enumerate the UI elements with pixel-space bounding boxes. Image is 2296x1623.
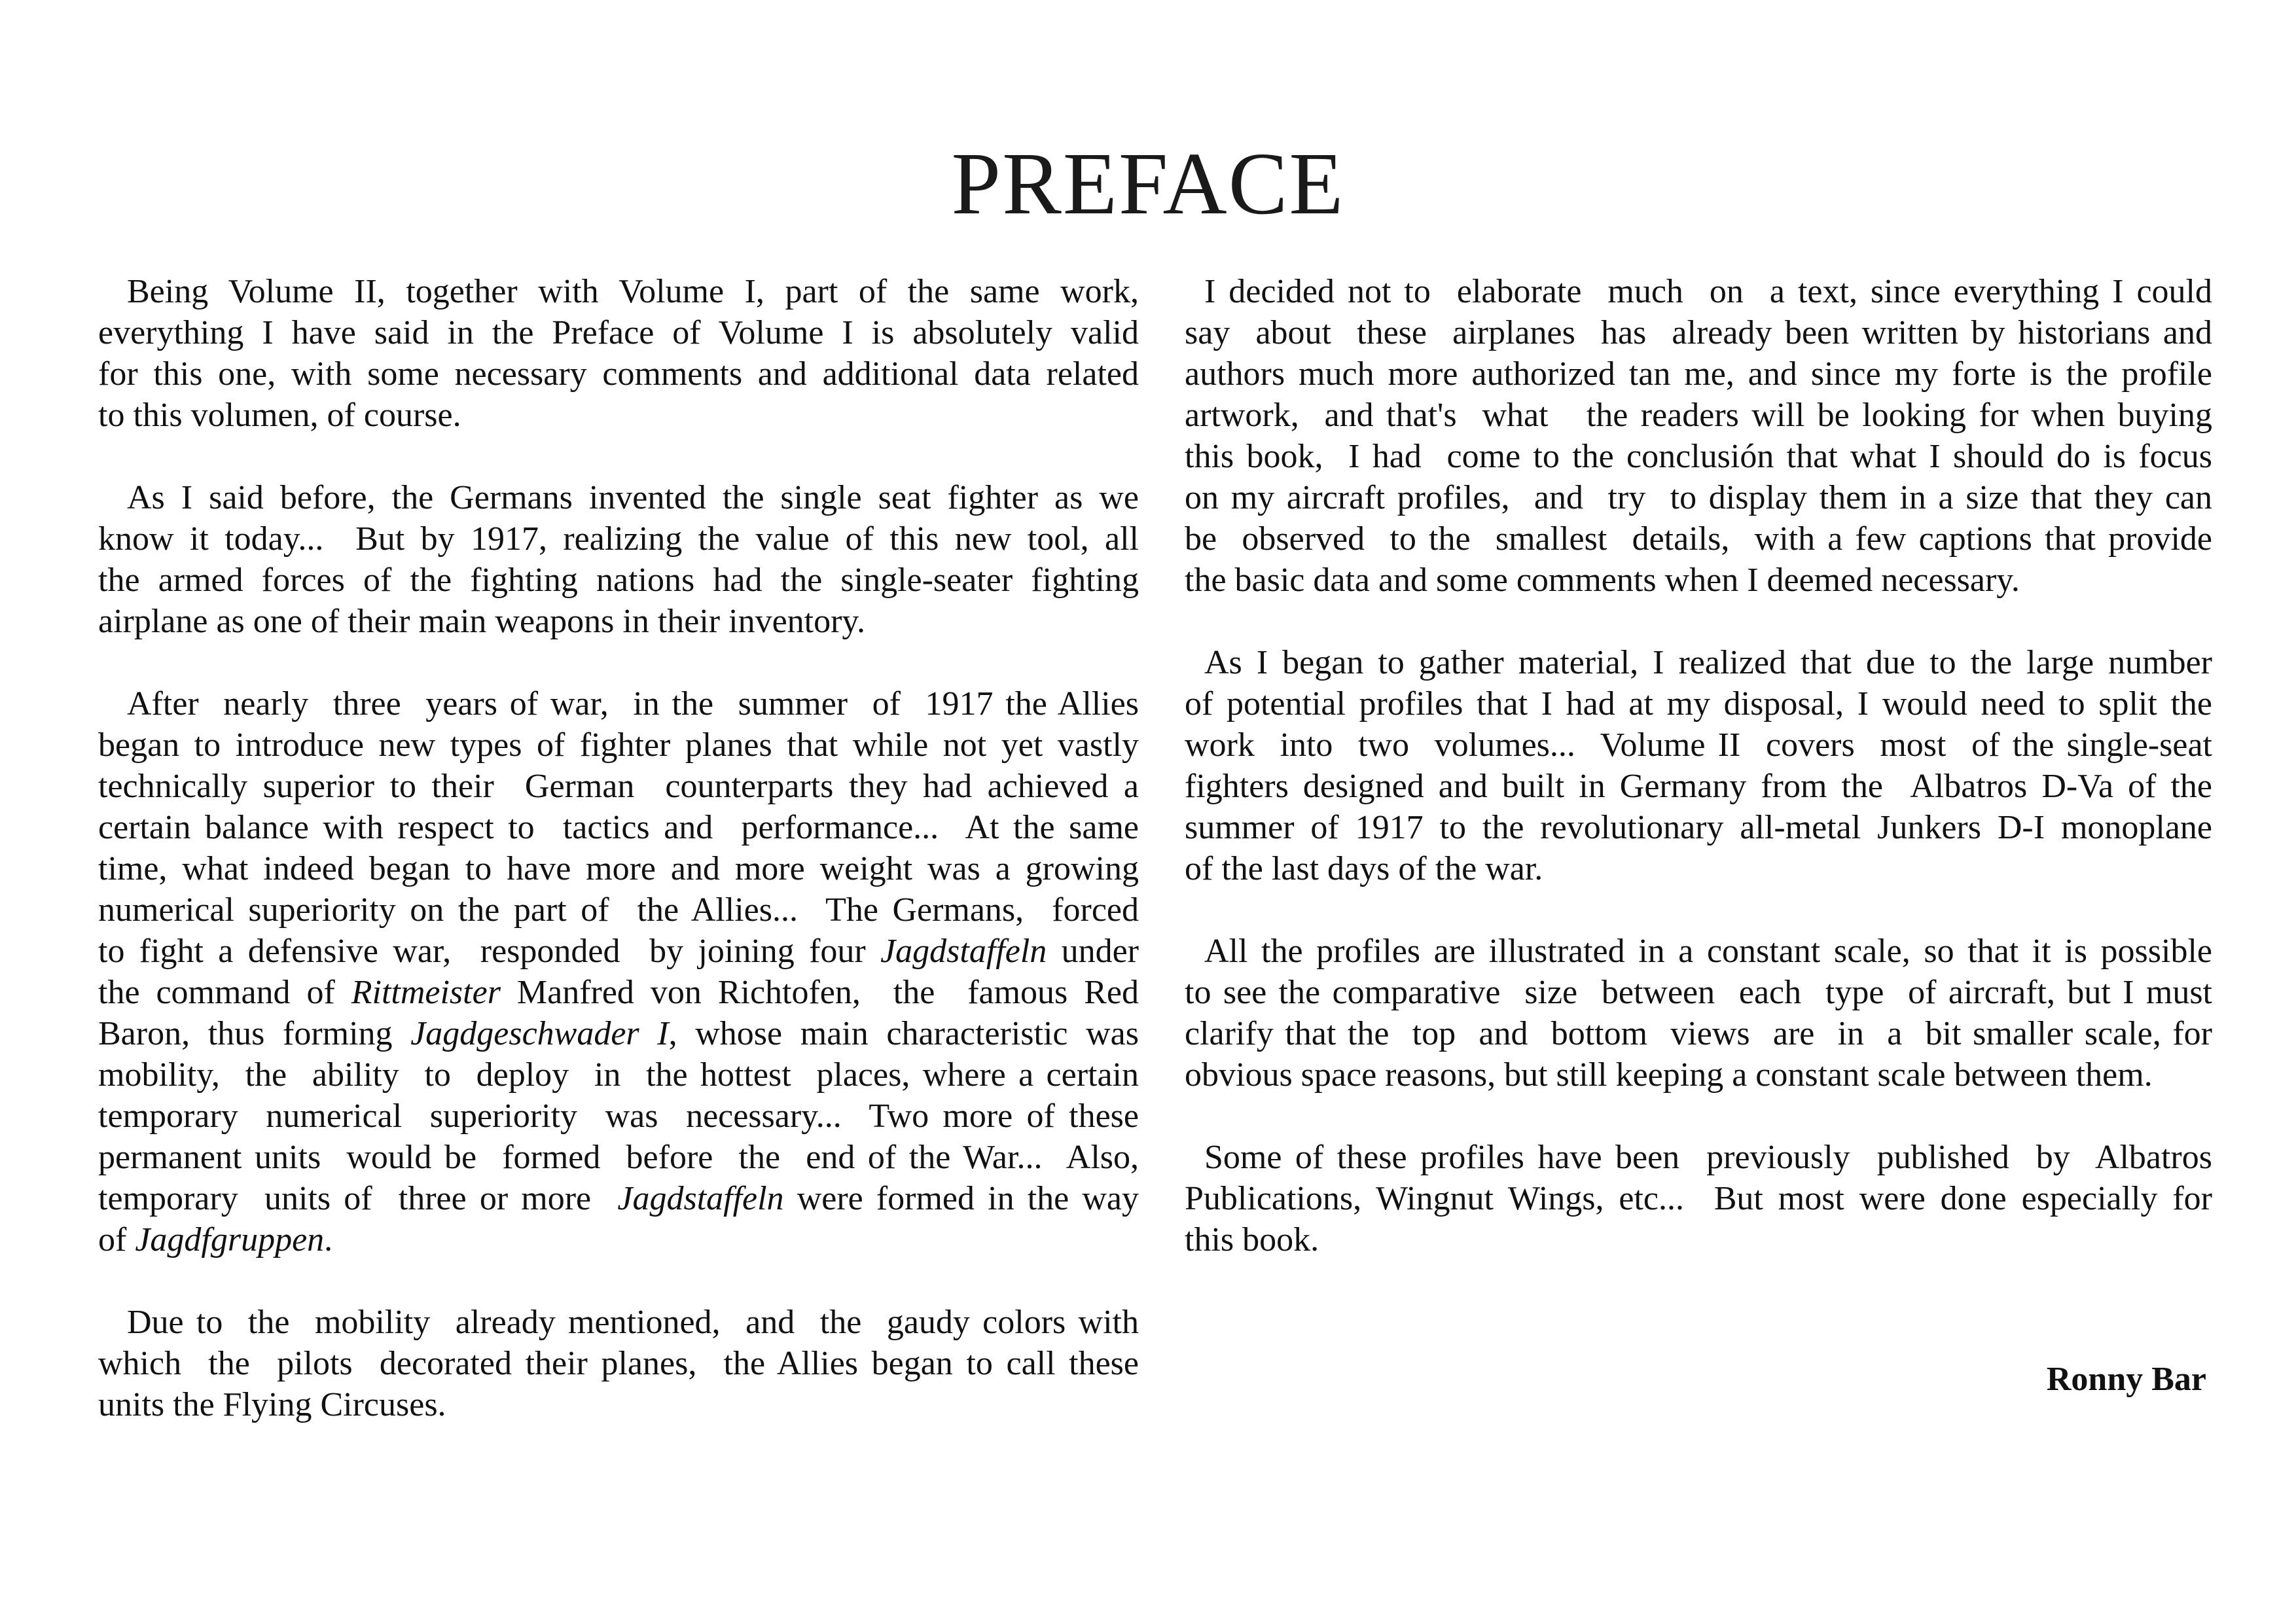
text-line bbox=[1185, 271, 2212, 312]
text-run: of bbox=[98, 1221, 135, 1258]
text-run: the command of bbox=[98, 974, 351, 1011]
text-run: Some of these profiles have been previously published by Albatros bbox=[1204, 1139, 2212, 1176]
text-run: mobility, the ability to deploy in the hottest places, where a certain bbox=[98, 1056, 1139, 1094]
text-line bbox=[98, 560, 1139, 601]
text-run: Due to the mobility already mentioned, and the gaudy colors with bbox=[127, 1304, 1139, 1341]
text-run: After nearly three years of war, in the summer of 1917 the Allies bbox=[127, 685, 1139, 722]
page-title: PREFACE bbox=[951, 135, 1345, 234]
text-line bbox=[98, 1137, 1139, 1178]
text-line bbox=[98, 601, 1139, 642]
text-run: for this one, with some necessary comments and additional data related bbox=[98, 355, 1139, 393]
text-line bbox=[98, 972, 1139, 1013]
text-line bbox=[98, 889, 1139, 931]
text-line bbox=[1185, 766, 2212, 807]
text-run: Rittmeister bbox=[351, 974, 501, 1011]
text-run: permanent units would be formed before the end of the War... Also, bbox=[98, 1139, 1139, 1176]
text-run: artwork, and that's what the readers will be looking for when buying bbox=[1185, 397, 2212, 434]
text-run: be observed to the smallest details, with a few captions that provide bbox=[1185, 520, 2212, 558]
text-run: Being Volume II, together with Volume I, part of the same work, bbox=[127, 273, 1139, 310]
text-run: certain balance with respect to tactics and performance... At the same bbox=[98, 809, 1139, 846]
text-run: As I began to gather material, I realized that due to the large number bbox=[1204, 644, 2212, 681]
text-run: on my aircraft profiles, and try to display them in a size that they can bbox=[1185, 479, 2212, 516]
text-line bbox=[1185, 724, 2212, 766]
text-run: which the pilots decorated their planes, the Allies began to call these bbox=[98, 1345, 1139, 1382]
text-run: the armed forces of the fighting nations had the single-seater fighting bbox=[98, 562, 1139, 599]
text-run: . bbox=[324, 1221, 333, 1258]
left-text-column bbox=[98, 271, 1139, 1467]
paragraph bbox=[1185, 642, 2212, 889]
text-line bbox=[1185, 518, 2212, 560]
text-line bbox=[1185, 972, 2212, 1013]
text-line bbox=[98, 1343, 1139, 1384]
text-run: Jagdfgruppen bbox=[135, 1221, 325, 1258]
text-run: Manfred von Richtofen, the famous Red bbox=[500, 974, 1139, 1011]
text-run: Jagdgeschwader I bbox=[410, 1015, 669, 1052]
text-line bbox=[98, 1013, 1139, 1054]
text-run: were formed in the way bbox=[783, 1180, 1139, 1217]
text-run: technically superior to their German counterparts they had achieved a bbox=[98, 768, 1139, 805]
text-run: clarify that the top and bottom views are in a bit smaller scale, for bbox=[1185, 1015, 2212, 1052]
text-run: Jagdstaffeln bbox=[880, 933, 1047, 970]
paragraph bbox=[1185, 271, 2212, 601]
paragraph bbox=[98, 477, 1139, 642]
text-line bbox=[98, 1054, 1139, 1096]
text-line bbox=[98, 931, 1139, 972]
text-run: temporary numerical superiority was necessary... Two more of these bbox=[98, 1097, 1139, 1135]
text-run: temporary units of three or more bbox=[98, 1180, 618, 1217]
text-line bbox=[98, 724, 1139, 766]
text-line bbox=[1185, 807, 2212, 848]
text-run: everything I have said in the Preface of Volume I is absolutely valid bbox=[98, 314, 1139, 351]
paragraph bbox=[1185, 1137, 2212, 1260]
text-run: work into two volumes... Volume II covers most of the single-seat bbox=[1185, 726, 2212, 764]
text-run: As I said before, the Germans invented the single seat fighter as we bbox=[127, 479, 1139, 516]
right-text-column bbox=[1185, 271, 2212, 1302]
text-line bbox=[98, 807, 1139, 848]
text-line bbox=[98, 848, 1139, 889]
text-line bbox=[1185, 395, 2212, 436]
text-line bbox=[1185, 477, 2212, 518]
text-run: summer of 1917 to the revolutionary all-metal Junkers D-I monoplane bbox=[1185, 809, 2212, 846]
text-line bbox=[98, 518, 1139, 560]
text-line bbox=[1185, 560, 2212, 601]
text-line bbox=[1185, 1013, 2212, 1054]
text-run: time, what indeed began to have more and more weight was a growing bbox=[98, 850, 1139, 887]
paragraph bbox=[1185, 931, 2212, 1096]
text-run: to see the comparative size between each type of aircraft, but I must bbox=[1185, 974, 2212, 1011]
text-line bbox=[98, 353, 1139, 395]
text-line bbox=[1185, 312, 2212, 353]
text-line bbox=[98, 312, 1139, 353]
text-run: authors much more authorized tan me, and since my forte is the profile bbox=[1185, 355, 2212, 393]
text-line bbox=[1185, 683, 2212, 724]
text-run: the basic data and some comments when I deemed necessary. bbox=[1185, 562, 2020, 599]
text-run: to fight a defensive war, responded by joining four bbox=[98, 933, 881, 970]
text-line bbox=[98, 395, 1139, 436]
text-run: say about these airplanes has already been written by historians and bbox=[1185, 314, 2212, 351]
paragraph bbox=[98, 271, 1139, 436]
text-line bbox=[98, 1219, 1139, 1260]
text-line bbox=[1185, 436, 2212, 477]
text-line bbox=[1185, 931, 2212, 972]
text-line bbox=[1185, 1178, 2212, 1219]
text-run: numerical superiority on the part of the Allies... The Germans, forced bbox=[98, 891, 1139, 929]
text-line bbox=[1185, 1219, 2212, 1260]
author-signature: Ronny Bar bbox=[2046, 1361, 2206, 1398]
text-line bbox=[98, 477, 1139, 518]
text-line bbox=[98, 766, 1139, 807]
text-line bbox=[98, 1302, 1139, 1343]
text-line bbox=[98, 1178, 1139, 1219]
text-run: All the profiles are illustrated in a constant scale, so that it is possible bbox=[1204, 933, 2212, 970]
text-run: , whose main characteristic was bbox=[668, 1015, 1139, 1052]
text-run: units the Flying Circuses. bbox=[98, 1386, 446, 1423]
text-line bbox=[1185, 1137, 2212, 1178]
paragraph bbox=[98, 683, 1139, 1260]
text-run: Baron, thus forming bbox=[98, 1015, 411, 1052]
text-line bbox=[98, 683, 1139, 724]
text-run: Publications, Wingnut Wings, etc... But most were done especially for bbox=[1185, 1180, 2212, 1217]
text-run: began to introduce new types of fighter planes that while not yet vastly bbox=[98, 726, 1139, 764]
text-run: fighters designed and built in Germany from the Albatros D-Va of the bbox=[1185, 768, 2212, 805]
text-line bbox=[98, 1096, 1139, 1137]
text-line bbox=[98, 1384, 1139, 1425]
text-run: airplane as one of their main weapons in their inventory. bbox=[98, 603, 866, 640]
text-line bbox=[1185, 353, 2212, 395]
text-run: under bbox=[1047, 933, 1139, 970]
text-line bbox=[98, 271, 1139, 312]
text-line bbox=[1185, 1054, 2212, 1096]
text-line bbox=[1185, 642, 2212, 683]
text-line bbox=[1185, 848, 2212, 889]
text-run: to this volumen, of course. bbox=[98, 397, 461, 434]
text-run: this book. bbox=[1185, 1221, 1319, 1258]
text-run: I decided not to elaborate much on a text, since everything I could bbox=[1204, 273, 2212, 310]
text-run: Jagdstaffeln bbox=[617, 1180, 784, 1217]
text-run: know it today... But by 1917, realizing the value of this new tool, all bbox=[98, 520, 1139, 558]
text-run: obvious space reasons, but still keeping a constant scale between them. bbox=[1185, 1056, 2153, 1094]
text-run: of potential profiles that I had at my disposal, I would need to split the bbox=[1185, 685, 2212, 722]
paragraph bbox=[98, 1302, 1139, 1425]
text-run: this book, I had come to the conclusión that what I should do is focus bbox=[1185, 438, 2212, 475]
text-run: of the last days of the war. bbox=[1185, 850, 1543, 887]
